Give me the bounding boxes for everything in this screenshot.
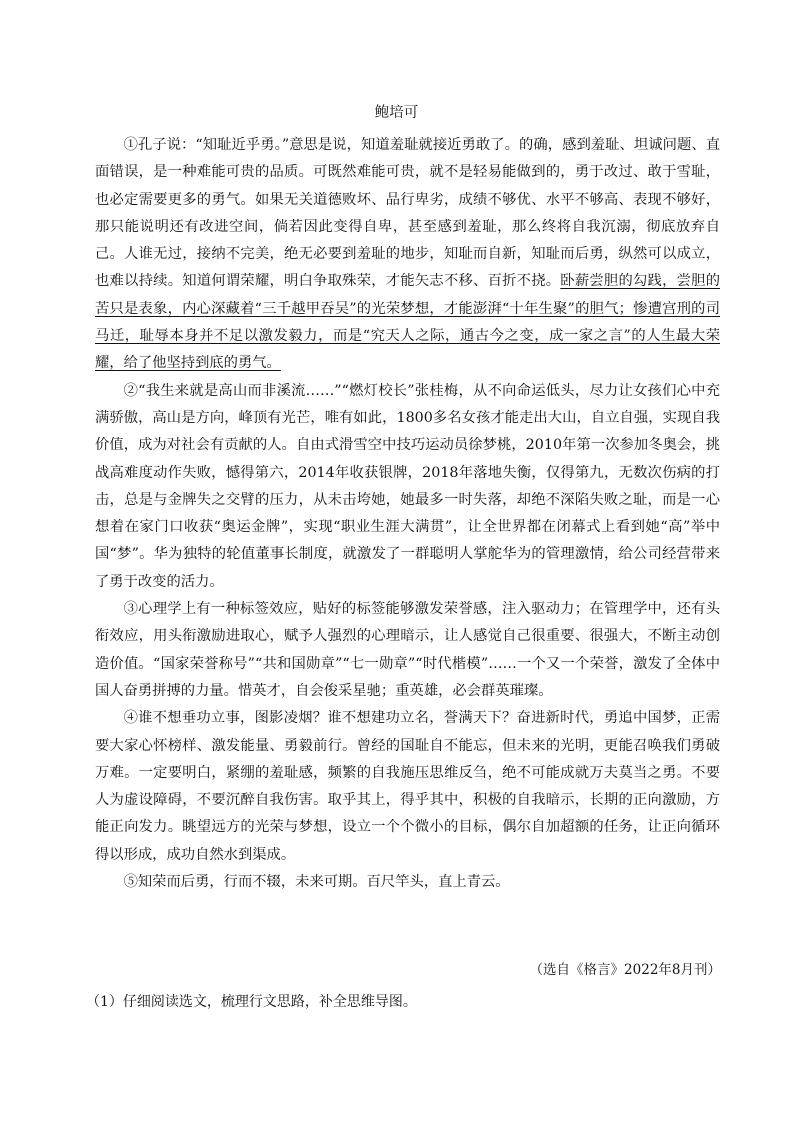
underlined-sentence: 卧薪尝胆的勾践，尝胆的苦只是表象，内心深藏着“三千越甲吞吴”的光荣梦想，才能澎湃“十年生聚”的胆气；惨遭宫刑的司马迁，耻辱本身并不足以激发毅力，而是“究天人之际，通古今之变，成一家之言”的人生最大荣耀，给了他坚持到底的勇气。 bbox=[95, 273, 720, 372]
paragraph-text: 知荣而后勇，行而不辍，未来可期。百尺竿头，直上青云。 bbox=[137, 874, 510, 891]
paragraph-number: ③ bbox=[123, 601, 139, 618]
paragraph-text: “我生来就是高山而非溪流……”“燃灯校长”张桂梅，从不向命运低头，尽力让女孩们心中充满骄傲，高山是方向，峰顶有光芒，唯有如此，1800多名女孩才能走出大山，自立自强，实现自我价值，成为对社会有贡献的人。自由式滑雪空中技巧运动员徐梦桃，2010年第一次参加冬奥会，挑战高难度动作失败，憾得第六，2014年收获银牌，2018年落地失衡，仅得第九，无数次伤病的打击，总是与金牌失之交臂的压力，从未击垮她，她最多一时失落，却绝不深陷失败之耻，而是一心想着在家门口收获“奥运金牌”，实现“职业生涯大满贯”，让全世界都在闭幕式上看到她“高”举中国“梦”。华为独特的轮值董事长制度，就激发了一群聪明人掌舵华为的管理激情，给公司经营带来了勇于改变的活力。 bbox=[95, 382, 721, 590]
paragraph-text: 孔子说：“知耻近乎勇。”意思是说，知道羞耻就接近勇敢了。的确，感到羞耻、坦诚问题、直面错误，是一种难能可贵的品质。可既然难能可贵，就不是轻易能做到的，勇于改过、敢于雪耻，也必定需要更多的勇气。如果无关道德败坏、品行卑劣，成绩不够优、水平不够高、表现不够好，那只能说明还有改进空间，倘若因此变得自卑，甚至感到羞耻，那么终将自我沉溺，彻底放弃自己。人谁无过，接纳不完美，绝无必要到羞耻的地步，知耻而自新，知耻而后勇，纵然可以成立，也难以持续。知道何谓荣耀，明白争取殊荣，才能矢志不移、百折不挠。 bbox=[95, 137, 721, 290]
paragraph-3 bbox=[95, 596, 720, 705]
paragraph-1 bbox=[95, 132, 720, 378]
author-name: 鲍培可 bbox=[374, 105, 419, 121]
paragraph-number: ⑤ bbox=[123, 874, 138, 891]
paragraph-number: ② bbox=[123, 382, 139, 399]
paragraph-5 bbox=[95, 869, 720, 896]
question-1: （1）仔细阅读选文，梳理行文思路，补全思维导图。 bbox=[86, 994, 417, 1010]
source-citation: （选自《格言》2022年8月刊） bbox=[529, 962, 721, 978]
paragraph-text: 谁不想垂功立事，图影凌烟？谁不想建功立名，誉满天下？奋进新时代，勇追中国梦，正需要大家心怀榜样、激发能量、勇毅前行。曾经的国耻自不能忘，但未来的光明，更能召唤我们勇破万难。一定要明白，紧绷的羞耻感，频繁的自我施压思维反刍，绝不可能成就万夫莫当之勇。不要人为虚设障碍，不要沉醉自我伤害。取乎其上，得乎其中，积极的自我暗示，长期的正向激励，方能正向发力。眺望远方的光荣与梦想，设立一个个微小的目标，偶尔自加超额的任务，让正向循环得以形成，成功自然水到渠成。 bbox=[95, 710, 721, 863]
paragraph-2 bbox=[95, 378, 720, 596]
article-body bbox=[95, 132, 720, 896]
paragraph-4 bbox=[95, 705, 720, 869]
paragraph-number: ① bbox=[123, 137, 138, 153]
paragraph-text: 心理学上有一种标签效应，贴好的标签能够激发荣誉感，注入驱动力；在管理学中，还有头衔效应，用头衔激励进取心，赋予人强烈的心理暗示，让人感觉自己很重要、很强大，不断主动创造价值。“国家荣誉称号”“共和国勋章”“七一勋章”“时代楷模”……一个又一个荣誉，激发了全体中国人奋勇拼搏的力量。惜英才，自会俊采星驰；重英雄，必会群英璀璨。 bbox=[95, 601, 721, 699]
paragraph-number: ④ bbox=[123, 710, 139, 727]
